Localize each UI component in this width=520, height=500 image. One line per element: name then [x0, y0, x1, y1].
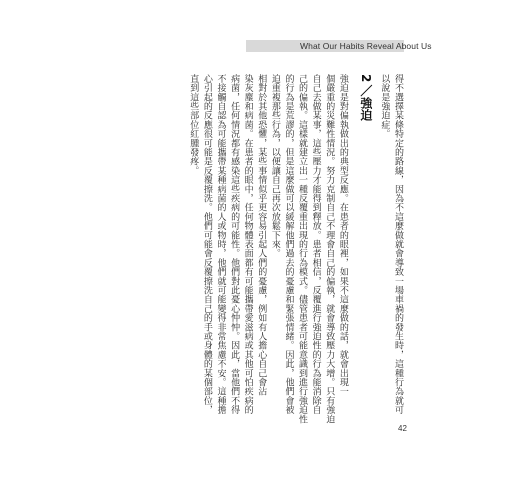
text-line: 強迫是對偏執做出的典型反應。在患者的眼裡，如果不這麼做的話，就會出現一 — [337, 74, 348, 396]
text-line: 不接觸自認為可能攜帶某種病菌的人或物時，他們就可能變得非常焦慮不安。這種擔 — [215, 74, 226, 415]
page-number: 42 — [398, 424, 407, 433]
section-slash: ／ — [358, 84, 373, 97]
text-line: 心引起的反應很可能是反覆擦洗。他們可能會反覆擦洗自己的手或身體的某個部位， — [201, 74, 212, 415]
paragraph-1 — [267, 74, 349, 446]
text-line: 得不選擇某條特定的路線，因為不這麼做就會導致一場車禍的發生時，這種行為就可 — [393, 74, 403, 415]
text-line: 直到這些部位紅腫發疼。 — [188, 74, 199, 176]
section-heading — [358, 74, 374, 446]
running-header-title: What Our Habits Reveal About Us — [300, 41, 432, 51]
text-line: 以說是強迫症。 — [379, 74, 390, 139]
section-number: 2 — [358, 74, 373, 83]
text-line: 的行為是荒謬的，但是這麼做可以緩解他們過去的憂慮和緊張情緒。因此，他們會被 — [283, 74, 294, 415]
text-line: 己的偏執。這樣就建立出一種反覆重出現的行為模式。儘管患者可能意識到進行強迫性 — [297, 74, 308, 424]
text-line: 染灰塵和病菌。在患者的眼中，任何物體表面都有可能攜帶愛滋病或其他可怕疾病的 — [242, 74, 253, 415]
text-line: 自己去做某事，這些壓力才能得到釋放。患者相信，反覆進行強迫性的行為能消除自 — [310, 74, 321, 415]
text-line: 病菌，任何情況都有感染這些疾病的可能性。他們對此憂心忡忡。因此，當他們不得 — [229, 74, 240, 415]
intro-paragraph — [377, 74, 404, 446]
vertical-text-body — [174, 74, 404, 446]
paragraph-2 — [186, 74, 268, 446]
section-title: 強迫 — [358, 96, 373, 122]
text-line: 相對於其他恐懼，某些事情似乎更容易引起人們的憂慮，例如有人擔心自己會沾 — [256, 74, 267, 396]
text-line: 迫重複那些行為，以便讓自己再次放鬆下來。 — [269, 74, 280, 258]
text-line: 個嚴重的災難性情況。努力克制自己不理會自己的偏執，就會導致壓力大增。只有強迫 — [324, 74, 335, 424]
